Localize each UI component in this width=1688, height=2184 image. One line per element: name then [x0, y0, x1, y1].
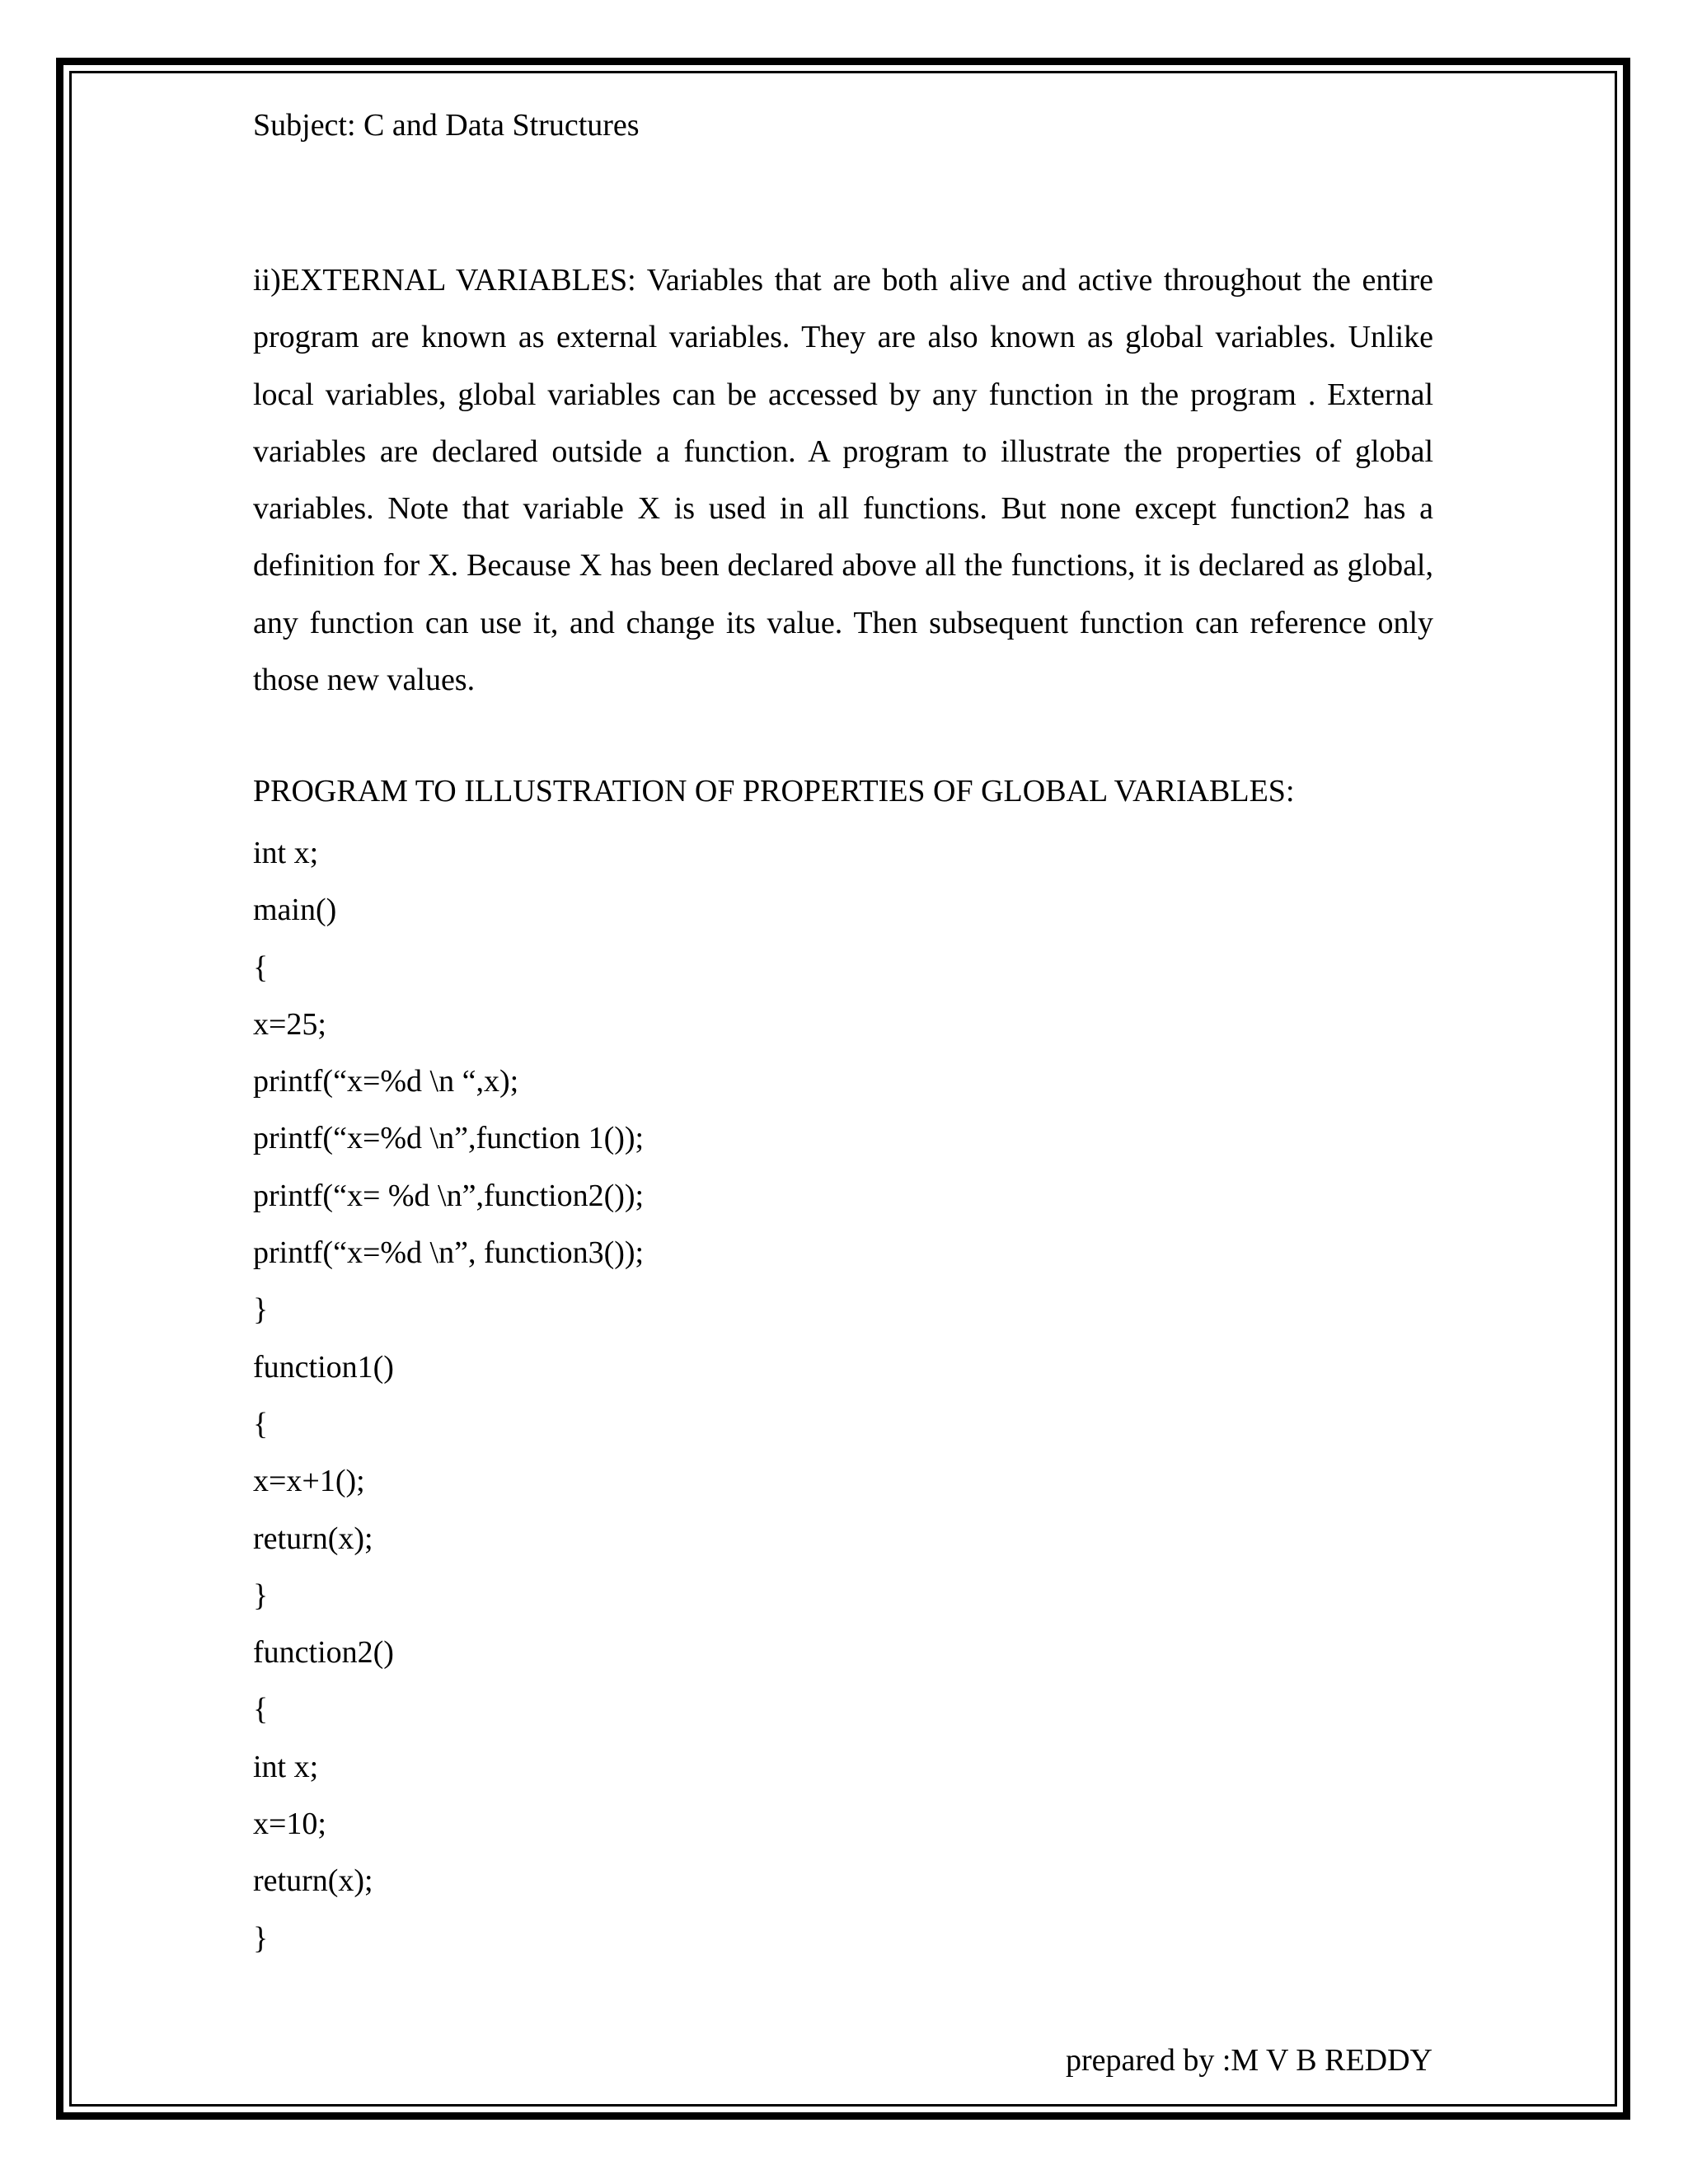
- code-line: }: [253, 1577, 269, 1613]
- code-line: {: [253, 1692, 269, 1727]
- code-line: x=25;: [253, 1006, 326, 1042]
- code-line: printf(“x= %d \n”,function2());: [253, 1178, 645, 1213]
- subject-header: Subject: C and Data Structures: [253, 108, 640, 143]
- code-line: printf(“x=%d \n”, function3());: [253, 1235, 645, 1271]
- program-heading: PROGRAM TO ILLUSTRATION OF PROPERTIES OF GLOBAL VARIABLES:: [253, 774, 1295, 808]
- code-line: int x;: [253, 836, 319, 870]
- code-line: }: [253, 1292, 269, 1328]
- code-line: }: [253, 1920, 269, 1956]
- code-line: {: [253, 949, 269, 985]
- code-line: return(x);: [253, 1863, 373, 1899]
- code-line: main(): [253, 893, 337, 928]
- code-line: x=x+1();: [253, 1464, 365, 1499]
- code-line: function2(): [253, 1635, 394, 1671]
- code-line: printf(“x=%d \n”,function 1());: [253, 1121, 645, 1156]
- code-line: x=10;: [253, 1807, 326, 1842]
- code-line: return(x);: [253, 1521, 373, 1556]
- body-paragraph: ii)EXTERNAL VARIABLES: Variables that are both alive and active throughout the entire program are known as external variables. They are also known as global variables. Unlike local variables, global variables can be accessed by any function in the program . External variables are declared outside a function. A program to illustrate the properties of global variables. Note that variable X is used in all functions. But none except function2 has a definition for X. Because X has been declared above all the functions, it is declared as global, any function can use it, and change its value. Then subsequent function can reference only those new values.: [253, 263, 1433, 698]
- code-line: int x;: [253, 1749, 319, 1784]
- code-listing: [253, 825, 644, 1967]
- code-line: printf(“x=%d \n “,x);: [253, 1064, 519, 1099]
- prepared-by-footer: prepared by :M V B REDDY: [1065, 2043, 1432, 2078]
- code-line: function1(): [253, 1349, 394, 1385]
- code-line: {: [253, 1406, 269, 1441]
